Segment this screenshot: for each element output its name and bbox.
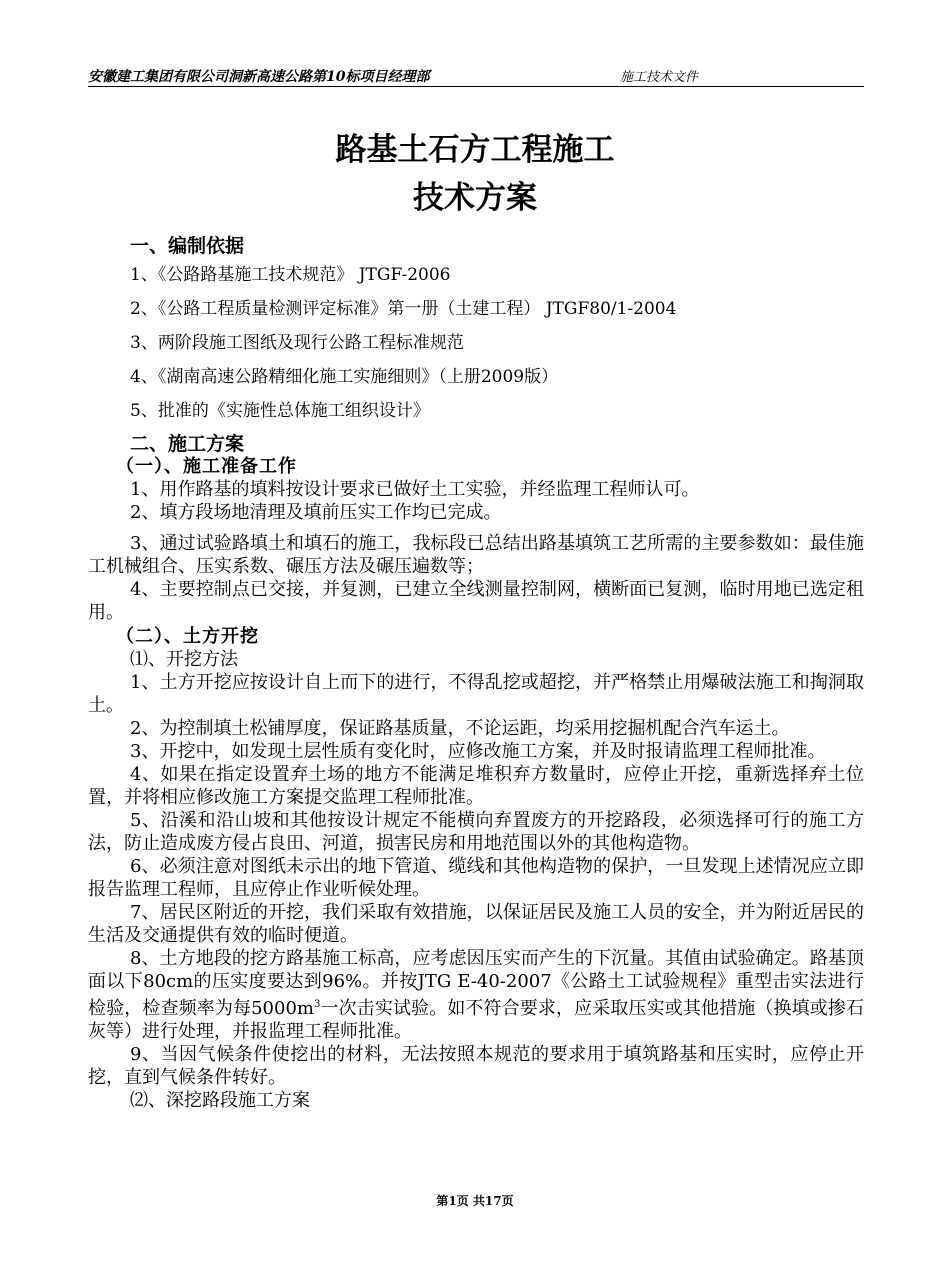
- paragraph: 4、主要控制点已交接，并复测，已建立全线测量控制网，横断面已复测，临时用地已选定租用。: [88, 579, 864, 623]
- header-doc-type: 施工技术文件: [620, 70, 699, 85]
- document-title-line1: 路基土石方工程施工: [335, 132, 615, 168]
- subsection-heading-excavation: （二）、土方开挖: [116, 626, 259, 647]
- paragraph: 7、居民区附近的开挖，我们采取有效措施，以保证居民及施工人员的安全，并为附近居民的生活及交通提供有效的临时便道。: [88, 902, 864, 946]
- paragraph: 4、如果在指定设置弃土场的地方不能满足堆积弃方数量时，应停止开挖，重新选择弃土位置，并将相应修改施工方案提交监理工程师批准。: [88, 764, 864, 808]
- reference-item: 5、批准的《实施性总体施工组织设计》: [130, 401, 430, 421]
- page-header: [88, 66, 864, 86]
- section-heading-plan: 二、施工方案: [130, 433, 245, 455]
- document-title-line2: 技术方案: [413, 180, 537, 216]
- paragraph: 3、开挖中，如发现土层性质有变化时，应修改施工方案，并及时报请监理工程师批准。: [130, 741, 826, 762]
- reference-item: 1、《公路路基施工技术规范》 JTGF-2006: [130, 265, 451, 285]
- paragraph: 2、填方段场地清理及填前压实工作均已完成。: [130, 502, 502, 523]
- deep-excavation-heading: ⑵、深挖路段施工方案: [130, 1090, 310, 1111]
- paragraph: 6、必须注意对图纸未示出的地下管道、缆线和其他构造物的保护，一旦发现上述情况应立即报告监理工程师，且应停止作业听候处理。: [88, 856, 864, 900]
- paragraph: 1、土方开挖应按设计自上而下的进行，不得乱挖或超挖，并严格禁止用爆破法施工和掏洞取土。: [88, 672, 864, 716]
- paragraph: 9、当因气候条件使挖出的材料，无法按照本规范的要求用于填筑路基和压实时，应停止开挖，直到气候条件转好。: [88, 1044, 864, 1088]
- paragraph-compaction: [88, 947, 864, 1043]
- reference-item: 4、《湖南高速公路精细化施工实施细则》（上册2009版）: [130, 367, 559, 387]
- paragraph: 1、用作路基的填料按设计要求已做好土工实验，并经监理工程师认可。: [130, 479, 700, 500]
- header-divider: [88, 86, 864, 87]
- reference-item: 2、《公路工程质量检测评定标准》第一册（土建工程） JTGF80/1-2004: [130, 299, 677, 319]
- reference-item: 3、两阶段施工图纸及现行公路工程标准规范: [130, 333, 464, 353]
- spacer: [88, 524, 864, 532]
- method-heading: ⑴、开挖方法: [130, 649, 238, 670]
- superscript: 3: [313, 999, 321, 1010]
- header-organization: 安徽建工集团有限公司洞新高速公路第10标项目经理部: [88, 69, 430, 85]
- subsection-heading-preparation: （一）、施工准备工作: [116, 456, 297, 477]
- compaction-text-end: 一次击实试验。如不符合要求，应采取压实或其他措施（换填或掺石灰等）进行处理，并报监理工程师批准。: [88, 998, 864, 1042]
- section-heading-basis: 一、编制依据: [130, 235, 245, 257]
- paragraph: 5、沿溪和沿山坡和其他按设计规定不能横向弃置废方的开挖路段，必须选择可行的施工方法，防止造成废方侵占良田、河道，损害民房和用地范围以外的其他构造物。: [88, 810, 864, 854]
- page-number: 第1页 共17页: [436, 1194, 514, 1208]
- document-body: [88, 234, 864, 1112]
- paragraph: 2、为控制填土松铺厚度，保证路基质量，不论运距，均采用挖掘机配合汽车运土。: [130, 718, 790, 739]
- paragraph: 3、通过试验路填土和填石的施工，我标段已总结出路基填筑工艺所需的主要参数如：最佳施工机械组合、压实系数、碾压方法及碾压遍数等；: [88, 533, 864, 577]
- compaction-text-start: 8、土方地段的挖方路基施工标高，应考虑因压实而产生的下沉量。其值由试验确定。路基顶面以下80cm的压实度要达到96%。并按JTG E-40-2007《公路土工试验规程》重型击实法进行检验，检查频率为每5000m: [88, 948, 864, 1019]
